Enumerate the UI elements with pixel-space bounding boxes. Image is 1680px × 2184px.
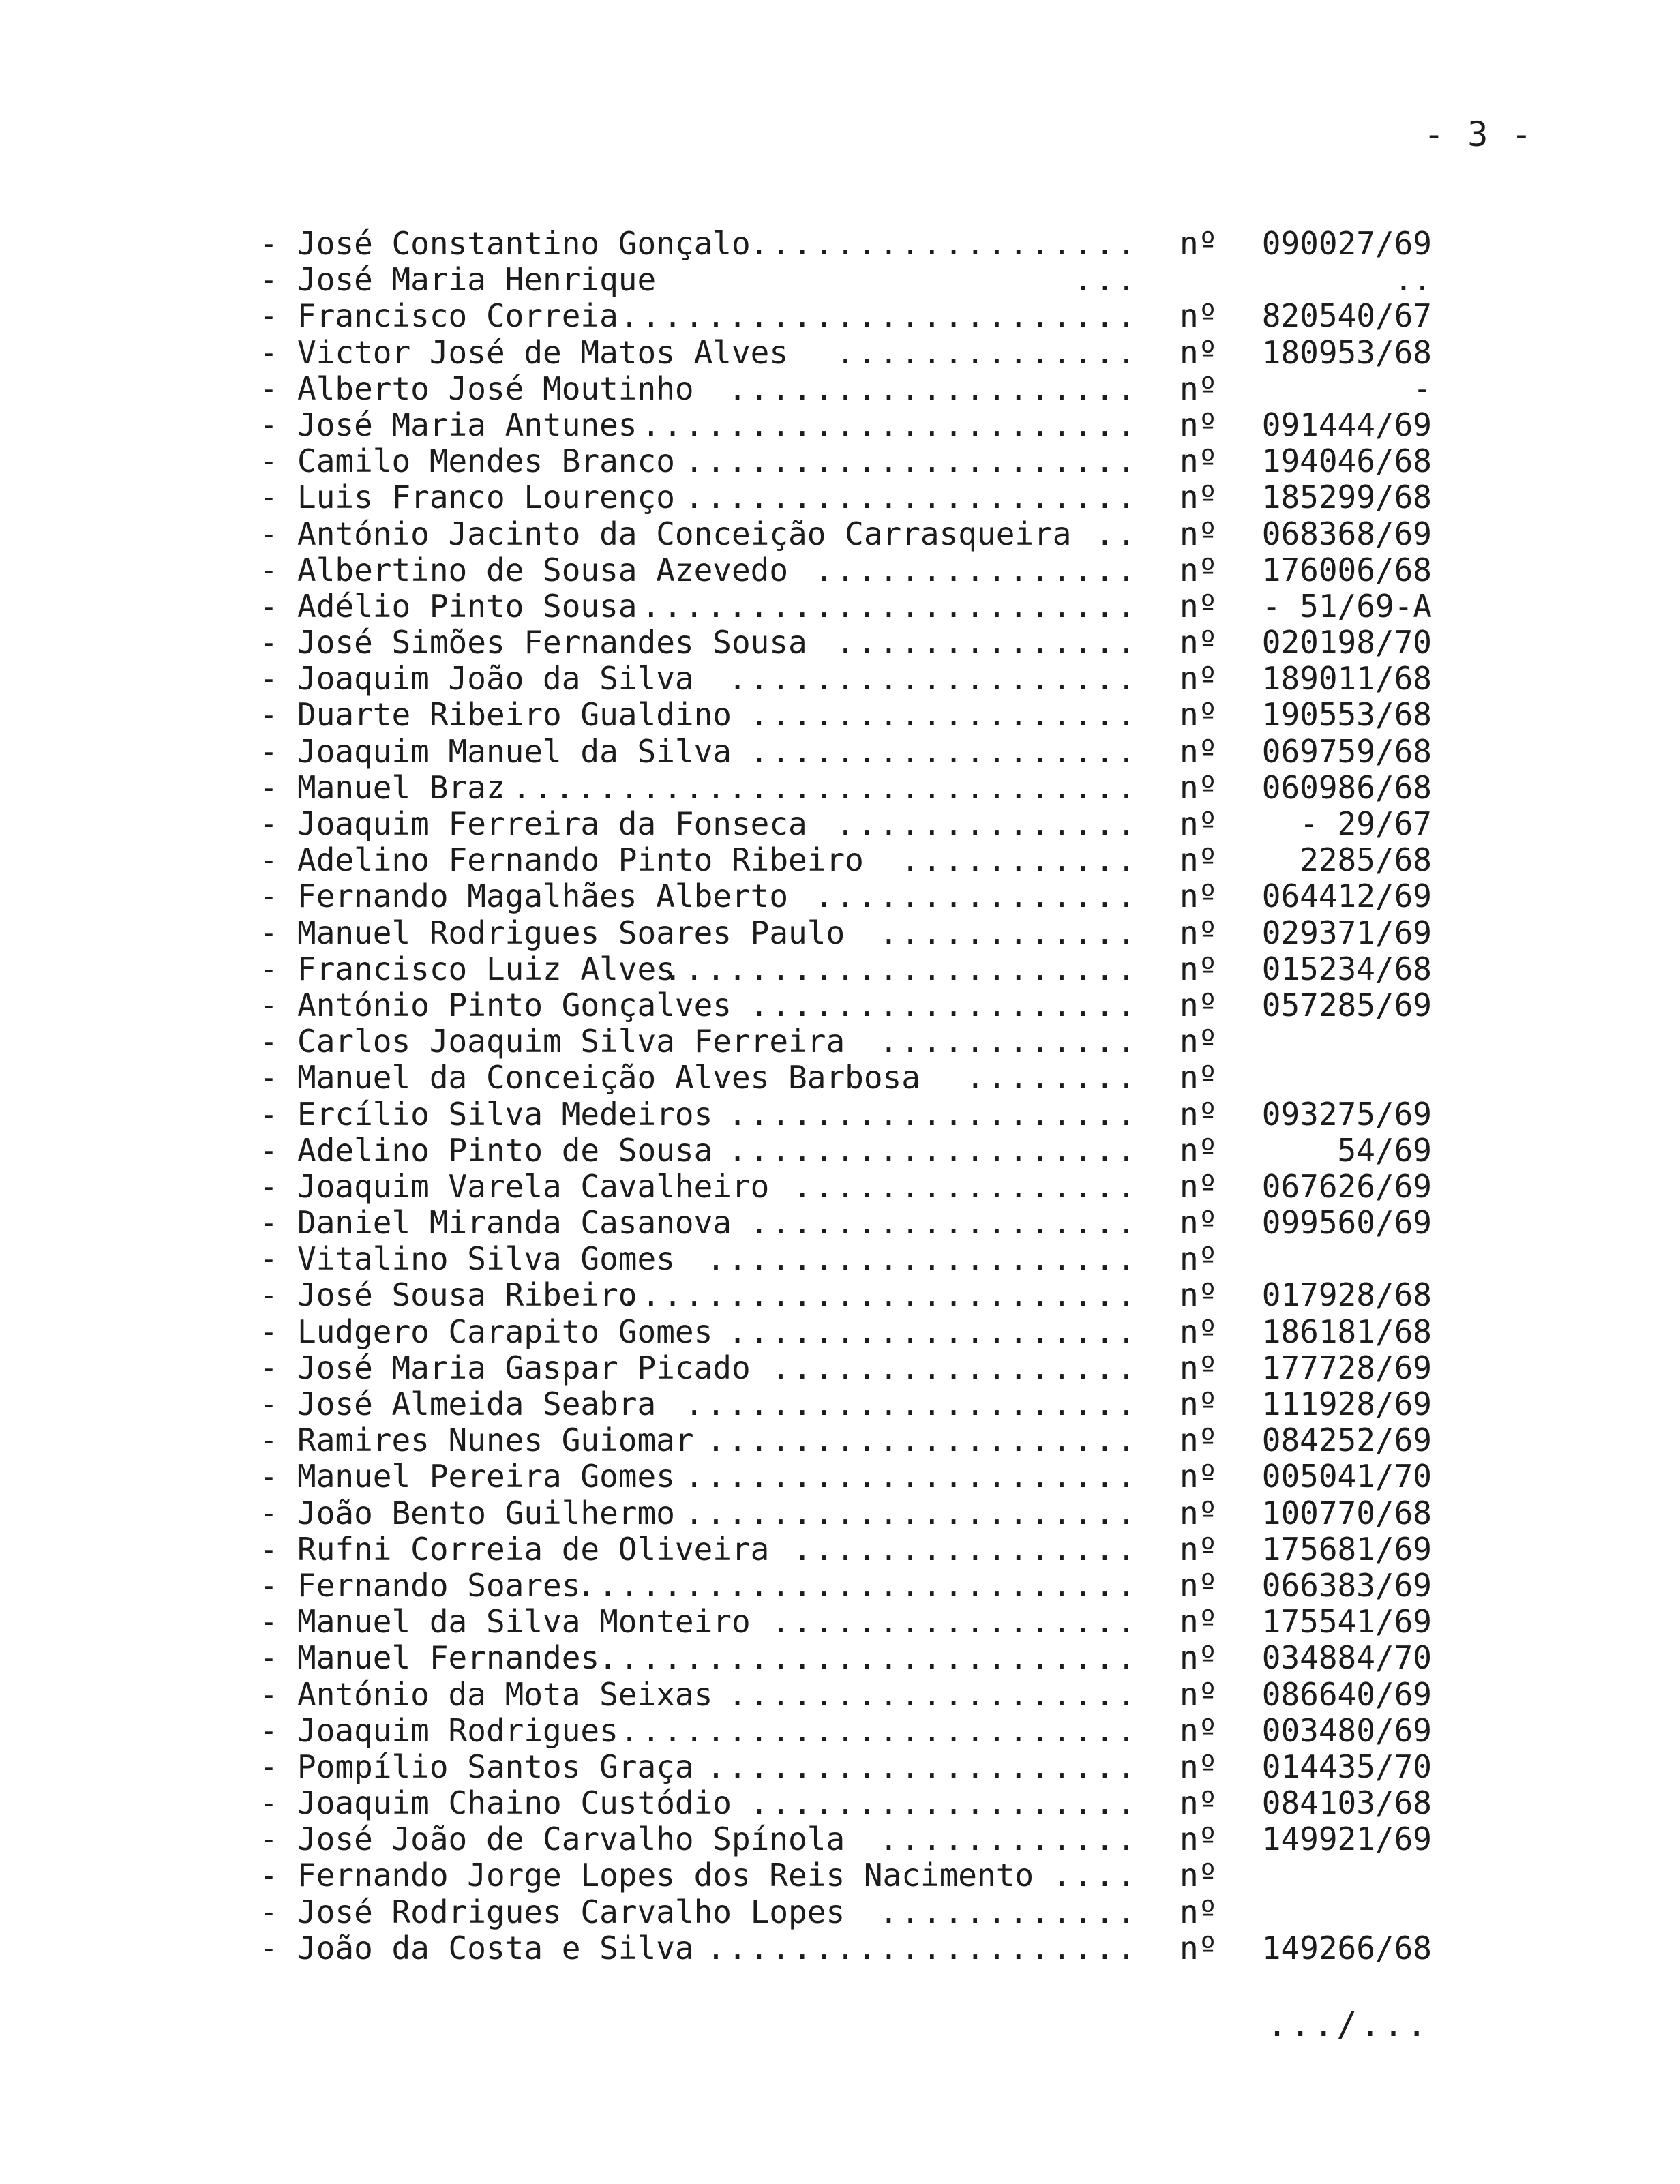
dot-leader: ...................... bbox=[663, 950, 1139, 987]
person-name: Joaquim João da Silva bbox=[297, 660, 694, 698]
number-label: nº bbox=[1180, 1711, 1218, 1749]
dot-leader: .................... bbox=[706, 1240, 1139, 1278]
number-label: nº bbox=[1180, 841, 1218, 879]
person-name: Manuel da Conceição Alves Barbosa bbox=[297, 1059, 920, 1096]
registration-number: 111928/69 bbox=[1261, 1386, 1432, 1422]
number-label: nº bbox=[1180, 297, 1218, 335]
registration-number: 190553/68 bbox=[1261, 696, 1432, 734]
list-item bbox=[259, 1785, 1432, 1821]
list-item bbox=[259, 1749, 1432, 1785]
person-name: Fernando Jorge Lopes dos Reis Nacimento bbox=[297, 1857, 1034, 1894]
bullet-dash: - bbox=[259, 1603, 278, 1641]
dot-leader: ............ bbox=[879, 1821, 1139, 1858]
dot-leader: ................ bbox=[792, 1530, 1139, 1568]
registration-number: 005041/70 bbox=[1261, 1458, 1432, 1495]
bullet-dash: - bbox=[259, 1240, 278, 1278]
registration-number: 189011/68 bbox=[1261, 660, 1432, 698]
number-label: nº bbox=[1180, 1204, 1218, 1242]
bullet-dash: - bbox=[259, 1566, 278, 1604]
number-label: nº bbox=[1180, 1857, 1218, 1894]
number-label: nº bbox=[1180, 479, 1218, 516]
registration-number: 820540/67 bbox=[1261, 297, 1432, 335]
registration-number: 093275/69 bbox=[1261, 1095, 1432, 1133]
registration-number: 2285/68 bbox=[1300, 841, 1432, 879]
registration-number: 017928/68 bbox=[1261, 1276, 1432, 1314]
bullet-dash: - bbox=[259, 1893, 278, 1930]
person-name: Manuel Fernandes bbox=[297, 1639, 600, 1677]
list-item bbox=[259, 915, 1432, 951]
person-name: Manuel Braz bbox=[297, 768, 505, 806]
person-name: Fernando Soares bbox=[297, 1566, 581, 1604]
dot-leader: ... bbox=[1073, 261, 1139, 299]
dot-leader: ............... bbox=[814, 878, 1139, 915]
list-item bbox=[259, 697, 1432, 733]
person-name: Adelino Fernando Pinto Ribeiro bbox=[297, 841, 864, 879]
registration-number: - 29/67 bbox=[1300, 805, 1432, 842]
person-name: Manuel Rodrigues Soares Paulo bbox=[297, 914, 845, 951]
dot-leader: ................... bbox=[728, 1095, 1139, 1133]
number-label: nº bbox=[1180, 1530, 1218, 1568]
registration-number: 003480/69 bbox=[1261, 1711, 1432, 1749]
registration-number: 185299/68 bbox=[1261, 479, 1432, 516]
number-label: nº bbox=[1180, 986, 1218, 1023]
registration-number: 177728/69 bbox=[1261, 1349, 1432, 1386]
registration-number: 090027/69 bbox=[1261, 225, 1432, 262]
number-label: nº bbox=[1180, 1494, 1218, 1531]
registration-number: 54/69 bbox=[1337, 1131, 1432, 1169]
list-item bbox=[259, 226, 1432, 262]
list-item bbox=[259, 588, 1432, 625]
person-name: Ramires Nunes Guiomar bbox=[297, 1422, 694, 1459]
number-label: nº bbox=[1180, 768, 1218, 806]
list-item bbox=[259, 1386, 1432, 1422]
dot-leader: ........ bbox=[965, 1059, 1139, 1096]
registration-number: 100770/68 bbox=[1261, 1494, 1432, 1531]
registration-number: 091444/69 bbox=[1261, 406, 1432, 443]
person-name: Fernando Magalhães Alberto bbox=[297, 878, 789, 915]
dot-leader: .................. bbox=[749, 986, 1139, 1023]
list-item bbox=[259, 1604, 1432, 1640]
person-name: Albertino de Sousa Azevedo bbox=[297, 551, 789, 588]
list-item bbox=[259, 951, 1432, 987]
number-label: nº bbox=[1180, 406, 1218, 443]
registration-number: 015234/68 bbox=[1261, 950, 1432, 987]
person-name: Francisco Correia bbox=[297, 297, 618, 335]
bullet-dash: - bbox=[259, 1422, 278, 1459]
dot-leader: .................... bbox=[706, 1929, 1139, 1966]
person-name: José Maria Gaspar Picado bbox=[297, 1349, 751, 1386]
dot-leader: ........................ bbox=[620, 297, 1139, 335]
registration-number: 034884/70 bbox=[1261, 1639, 1432, 1677]
dot-leader: ................... bbox=[728, 660, 1139, 698]
person-name: Adelino Pinto de Sousa bbox=[297, 1131, 713, 1169]
registration-number: 020198/70 bbox=[1261, 624, 1432, 661]
person-name: Joaquim Rodrigues bbox=[297, 1711, 618, 1749]
bullet-dash: - bbox=[259, 1204, 278, 1242]
number-label: nº bbox=[1180, 696, 1218, 734]
bullet-dash: - bbox=[259, 1494, 278, 1531]
person-name: Luis Franco Lourenço bbox=[297, 479, 675, 516]
registration-number: 084103/68 bbox=[1261, 1784, 1432, 1822]
number-label: nº bbox=[1180, 1639, 1218, 1677]
list-item bbox=[259, 1060, 1432, 1096]
list-item bbox=[259, 443, 1432, 479]
list-item bbox=[259, 661, 1432, 697]
person-name: José Sousa Ribeiro bbox=[297, 1276, 638, 1314]
person-name: José João de Carvalho Spínola bbox=[297, 1821, 845, 1858]
bullet-dash: - bbox=[259, 1929, 278, 1966]
number-label: nº bbox=[1180, 1748, 1218, 1785]
person-name: Victor José de Matos Alves bbox=[297, 333, 789, 371]
number-label: nº bbox=[1180, 1240, 1218, 1278]
number-label: nº bbox=[1180, 1821, 1218, 1858]
dot-leader: ..................... bbox=[685, 1386, 1139, 1422]
list-item bbox=[259, 878, 1432, 914]
dot-leader: ................. bbox=[771, 1603, 1139, 1641]
person-name: José Constantino Gonçalo bbox=[297, 225, 751, 262]
bullet-dash: - bbox=[259, 624, 278, 661]
list-item bbox=[259, 335, 1432, 371]
bullet-dash: - bbox=[259, 1131, 278, 1169]
dot-leader: ................... bbox=[728, 1675, 1139, 1713]
dot-leader: ........................ bbox=[620, 1711, 1139, 1749]
dot-leader: ..................... bbox=[685, 443, 1139, 480]
person-name: Joaquim Varela Cavalheiro bbox=[297, 1167, 770, 1205]
person-name: Daniel Miranda Casanova bbox=[297, 1204, 732, 1242]
registration-number: 180953/68 bbox=[1261, 333, 1432, 371]
bullet-dash: - bbox=[259, 805, 278, 842]
dot-leader: ................... bbox=[728, 1313, 1139, 1350]
number-label: nº bbox=[1180, 1458, 1218, 1495]
person-name: João Bento Guilhermo bbox=[297, 1494, 675, 1531]
bullet-dash: - bbox=[259, 1748, 278, 1785]
number-label: nº bbox=[1180, 587, 1218, 625]
number-label: nº bbox=[1180, 805, 1218, 842]
number-label: nº bbox=[1180, 1059, 1218, 1096]
person-name: Ludgero Carapito Gomes bbox=[297, 1313, 713, 1350]
list-item bbox=[259, 1205, 1432, 1241]
number-label: nº bbox=[1180, 1929, 1218, 1966]
bullet-dash: - bbox=[259, 370, 278, 407]
registration-number: 086640/69 bbox=[1261, 1675, 1432, 1713]
registration-number: - bbox=[1413, 370, 1432, 407]
dot-leader: ........... bbox=[901, 841, 1139, 879]
registration-number: 029371/69 bbox=[1261, 914, 1432, 951]
list-item bbox=[259, 1350, 1432, 1386]
number-label: nº bbox=[1180, 1386, 1218, 1422]
bullet-dash: - bbox=[259, 1313, 278, 1350]
person-name: Rufni Correia de Oliveira bbox=[297, 1530, 770, 1568]
dot-leader: ....................... bbox=[642, 587, 1139, 625]
registration-number: 099560/69 bbox=[1261, 1204, 1432, 1242]
dot-leader: .................. bbox=[749, 696, 1139, 734]
registration-number: 014435/70 bbox=[1261, 1748, 1432, 1785]
list-item bbox=[259, 1713, 1432, 1749]
dot-leader: ..................... bbox=[685, 479, 1139, 516]
person-name: Ercílio Silva Medeiros bbox=[297, 1095, 713, 1133]
number-label: nº bbox=[1180, 1023, 1218, 1060]
bullet-dash: - bbox=[259, 878, 278, 915]
registration-number: 084252/69 bbox=[1261, 1422, 1432, 1459]
number-label: nº bbox=[1180, 1349, 1218, 1386]
bullet-dash: - bbox=[259, 1458, 278, 1495]
number-label: nº bbox=[1180, 1131, 1218, 1169]
number-label: nº bbox=[1180, 443, 1218, 480]
dot-leader: .... bbox=[1052, 1857, 1139, 1894]
dot-leader: ..................... bbox=[685, 1458, 1139, 1495]
dot-leader: .................... bbox=[706, 1422, 1139, 1459]
list-item bbox=[259, 1821, 1432, 1857]
dot-leader: ............ bbox=[879, 914, 1139, 951]
number-label: nº bbox=[1180, 1167, 1218, 1205]
dot-leader: ................. bbox=[771, 1349, 1139, 1386]
bullet-dash: - bbox=[259, 732, 278, 770]
list-item bbox=[259, 298, 1432, 334]
number-label: nº bbox=[1180, 1095, 1218, 1133]
bullet-dash: - bbox=[259, 768, 278, 806]
number-label: nº bbox=[1180, 1313, 1218, 1350]
person-name: António Pinto Gonçalves bbox=[297, 986, 732, 1023]
person-name: José Rodrigues Carvalho Lopes bbox=[297, 1893, 845, 1930]
registration-number: 175541/69 bbox=[1261, 1603, 1432, 1641]
dot-leader: ................... bbox=[728, 370, 1139, 407]
bullet-dash: - bbox=[259, 261, 278, 299]
number-label: nº bbox=[1180, 333, 1218, 371]
person-name: Camilo Mendes Branco bbox=[297, 443, 675, 480]
dot-leader: ....................... bbox=[642, 406, 1139, 443]
number-label: nº bbox=[1180, 914, 1218, 951]
person-name: João da Costa e Silva bbox=[297, 1929, 694, 1966]
dot-leader: .............. bbox=[836, 624, 1139, 661]
list-item bbox=[259, 1023, 1432, 1060]
list-item bbox=[259, 1531, 1432, 1568]
bullet-dash: - bbox=[259, 406, 278, 443]
dot-leader: ................... bbox=[728, 1131, 1139, 1169]
person-name: José Simões Fernandes Sousa bbox=[297, 624, 807, 661]
person-name: Adélio Pinto Sousa bbox=[297, 587, 638, 625]
dot-leader: .................. bbox=[749, 732, 1139, 770]
bullet-dash: - bbox=[259, 1639, 278, 1677]
person-name: Joaquim Manuel da Silva bbox=[297, 732, 732, 770]
list-item bbox=[259, 1169, 1432, 1205]
registration-list bbox=[259, 226, 1432, 1966]
dot-leader: .. bbox=[1095, 515, 1139, 552]
person-name: José Maria Henrique bbox=[297, 261, 657, 299]
dot-leader: .................. bbox=[749, 225, 1139, 262]
person-name: José Maria Antunes bbox=[297, 406, 638, 443]
bullet-dash: - bbox=[259, 660, 278, 698]
bullet-dash: - bbox=[259, 950, 278, 987]
list-item bbox=[259, 1277, 1432, 1313]
registration-number: - 51/69-A bbox=[1261, 587, 1432, 625]
bullet-dash: - bbox=[259, 225, 278, 262]
bullet-dash: - bbox=[259, 1276, 278, 1314]
registration-number: 066383/69 bbox=[1261, 1566, 1432, 1604]
list-item bbox=[259, 1422, 1432, 1459]
bullet-dash: - bbox=[259, 1349, 278, 1386]
person-name: Manuel da Silva Monteiro bbox=[297, 1603, 751, 1641]
list-item bbox=[259, 1857, 1432, 1894]
bullet-dash: - bbox=[259, 333, 278, 371]
registration-number: 194046/68 bbox=[1261, 443, 1432, 480]
number-label: nº bbox=[1180, 878, 1218, 915]
dot-leader: ......................... bbox=[598, 1639, 1139, 1677]
dot-leader: .............................. bbox=[490, 768, 1139, 806]
bullet-dash: - bbox=[259, 1784, 278, 1822]
number-label: nº bbox=[1180, 1566, 1218, 1604]
bullet-dash: - bbox=[259, 1059, 278, 1096]
list-item bbox=[259, 1314, 1432, 1350]
list-item bbox=[259, 734, 1432, 770]
registration-number: 064412/69 bbox=[1261, 878, 1432, 915]
list-item bbox=[259, 842, 1432, 878]
person-name: Duarte Ribeiro Gualdino bbox=[297, 696, 732, 734]
dot-leader: ........................ bbox=[620, 1276, 1139, 1314]
list-item bbox=[259, 407, 1432, 443]
number-label: nº bbox=[1180, 1893, 1218, 1930]
registration-number: 057285/69 bbox=[1261, 986, 1432, 1023]
person-name: José Almeida Seabra bbox=[297, 1386, 657, 1422]
list-item bbox=[259, 987, 1432, 1023]
number-label: nº bbox=[1180, 551, 1218, 588]
dot-leader: ............ bbox=[879, 1893, 1139, 1930]
bullet-dash: - bbox=[259, 1711, 278, 1749]
registration-number: 186181/68 bbox=[1261, 1313, 1432, 1350]
bullet-dash: - bbox=[259, 1095, 278, 1133]
person-name: António da Mota Seixas bbox=[297, 1675, 713, 1713]
registration-number: 068368/69 bbox=[1261, 515, 1432, 552]
list-item bbox=[259, 1640, 1432, 1676]
dot-leader: .................... bbox=[706, 1748, 1139, 1785]
bullet-dash: - bbox=[259, 515, 278, 552]
number-label: nº bbox=[1180, 1603, 1218, 1641]
registration-number: 067626/69 bbox=[1261, 1167, 1432, 1205]
bullet-dash: - bbox=[259, 1675, 278, 1713]
dot-leader: ..................... bbox=[685, 1494, 1139, 1531]
number-label: nº bbox=[1180, 660, 1218, 698]
registration-number: 149266/68 bbox=[1261, 1929, 1432, 1966]
dot-leader: .................. bbox=[749, 1204, 1139, 1242]
bullet-dash: - bbox=[259, 1530, 278, 1568]
registration-number: 176006/68 bbox=[1261, 551, 1432, 588]
list-item bbox=[259, 516, 1432, 552]
number-label: nº bbox=[1180, 624, 1218, 661]
list-item bbox=[259, 552, 1432, 588]
bullet-dash: - bbox=[259, 841, 278, 879]
bullet-dash: - bbox=[259, 914, 278, 951]
number-label: nº bbox=[1180, 225, 1218, 262]
bullet-dash: - bbox=[259, 443, 278, 480]
number-label: nº bbox=[1180, 1675, 1218, 1713]
continuation-mark: .../... bbox=[1267, 2005, 1430, 2044]
list-item bbox=[259, 806, 1432, 842]
person-name: António Jacinto da Conceição Carrasqueira bbox=[297, 515, 1072, 552]
bullet-dash: - bbox=[259, 1386, 278, 1422]
list-item bbox=[259, 479, 1432, 515]
list-item bbox=[259, 770, 1432, 806]
dot-leader: .............. bbox=[836, 805, 1139, 842]
list-item bbox=[259, 1930, 1432, 1966]
person-name: Joaquim Chaino Custódio bbox=[297, 1784, 732, 1822]
person-name: Carlos Joaquim Silva Ferreira bbox=[297, 1023, 845, 1060]
list-item bbox=[259, 1495, 1432, 1531]
dot-leader: ................ bbox=[792, 1167, 1139, 1205]
list-item bbox=[259, 1894, 1432, 1930]
number-label: nº bbox=[1180, 1422, 1218, 1459]
bullet-dash: - bbox=[259, 1857, 278, 1894]
list-item bbox=[259, 1459, 1432, 1495]
number-label: nº bbox=[1180, 950, 1218, 987]
bullet-dash: - bbox=[259, 587, 278, 625]
person-name: Vitalino Silva Gomes bbox=[297, 1240, 675, 1278]
list-item bbox=[259, 625, 1432, 661]
dot-leader: .................. bbox=[749, 1784, 1139, 1822]
registration-number: 069759/68 bbox=[1261, 732, 1432, 770]
list-item bbox=[259, 1677, 1432, 1713]
list-item bbox=[259, 1241, 1432, 1277]
number-label: nº bbox=[1180, 370, 1218, 407]
registration-number: 149921/69 bbox=[1261, 1821, 1432, 1858]
registration-number: 175681/69 bbox=[1261, 1530, 1432, 1568]
dot-leader: .............. bbox=[836, 333, 1139, 371]
number-label: nº bbox=[1180, 732, 1218, 770]
list-item bbox=[259, 1096, 1432, 1133]
bullet-dash: - bbox=[259, 696, 278, 734]
dot-leader: .......................... bbox=[576, 1566, 1139, 1604]
bullet-dash: - bbox=[259, 479, 278, 516]
list-item bbox=[259, 262, 1432, 298]
bullet-dash: - bbox=[259, 1821, 278, 1858]
page-number: - 3 - bbox=[1424, 115, 1533, 154]
person-name: Alberto José Moutinho bbox=[297, 370, 694, 407]
list-item bbox=[259, 1133, 1432, 1169]
number-label: nº bbox=[1180, 515, 1218, 552]
registration-number: 060986/68 bbox=[1261, 768, 1432, 806]
number-label: nº bbox=[1180, 1276, 1218, 1314]
person-name: Francisco Luiz Alves bbox=[297, 950, 675, 987]
bullet-dash: - bbox=[259, 1167, 278, 1205]
person-name: Joaquim Ferreira da Fonseca bbox=[297, 805, 807, 842]
registration-number: .. bbox=[1394, 261, 1432, 299]
bullet-dash: - bbox=[259, 1023, 278, 1060]
person-name: Pompílio Santos Graça bbox=[297, 1748, 694, 1785]
person-name: Manuel Pereira Gomes bbox=[297, 1458, 675, 1495]
bullet-dash: - bbox=[259, 551, 278, 588]
bullet-dash: - bbox=[259, 986, 278, 1023]
number-label: nº bbox=[1180, 1784, 1218, 1822]
list-item bbox=[259, 371, 1432, 407]
dot-leader: ............ bbox=[879, 1023, 1139, 1060]
dot-leader: ............... bbox=[814, 551, 1139, 588]
list-item bbox=[259, 1568, 1432, 1604]
bullet-dash: - bbox=[259, 297, 278, 335]
